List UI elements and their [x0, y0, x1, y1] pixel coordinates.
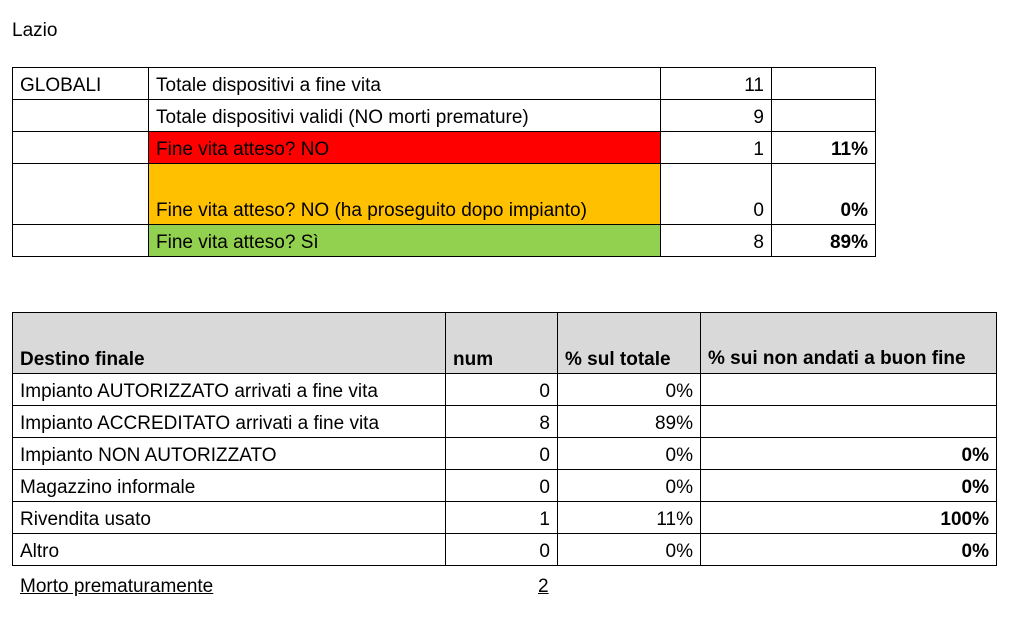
empty-cell [13, 225, 149, 257]
row-pct-totale: 11% [558, 502, 701, 534]
row-pct: 89% [772, 225, 876, 257]
row-num: 9 [661, 100, 772, 132]
table-row [13, 225, 876, 257]
row-pct-totale: 89% [558, 406, 701, 438]
table-row [13, 502, 997, 534]
table-row [13, 406, 997, 438]
row-pct-totale: 0% [558, 374, 701, 406]
row-label: Magazzino informale [13, 470, 446, 502]
header-pct-totale: % sul totale [558, 313, 701, 374]
row-pct-non-buon-fine [701, 406, 997, 438]
row-num: 0 [446, 534, 558, 566]
row-label: Totale dispositivi validi (NO morti premature) [149, 100, 661, 132]
row-label: Impianto ACCREDITATO arrivati a fine vita [13, 406, 446, 438]
row-pct-non-buon-fine: 0% [701, 534, 997, 566]
destino-table [12, 312, 997, 566]
row-label: Totale dispositivi a fine vita [149, 68, 661, 100]
row-num: 0 [446, 470, 558, 502]
row-pct [772, 100, 876, 132]
table-row [13, 68, 876, 100]
row-pct: 11% [772, 132, 876, 164]
row-label: Rivendita usato [13, 502, 446, 534]
table-header-row [13, 313, 997, 374]
footer-value: 2 [538, 576, 549, 597]
row-num: 0 [446, 374, 558, 406]
row-num: 11 [661, 68, 772, 100]
table-row [13, 534, 997, 566]
row-num: 8 [446, 406, 558, 438]
row-pct-non-buon-fine: 0% [701, 470, 997, 502]
table-row [13, 100, 876, 132]
row-pct-totale: 0% [558, 534, 701, 566]
header-num: num [446, 313, 558, 374]
row-pct-totale: 0% [558, 438, 701, 470]
empty-cell [13, 164, 149, 225]
row-pct [772, 68, 876, 100]
row-num: 1 [661, 132, 772, 164]
row-label: Impianto AUTORIZZATO arrivati a fine vita [13, 374, 446, 406]
empty-cell [13, 132, 149, 164]
row-pct-totale: 0% [558, 470, 701, 502]
row-pct: 0% [772, 164, 876, 225]
header-pct-non-buon-fine: % sui non andati a buon fine [701, 313, 997, 374]
row-num: 1 [446, 502, 558, 534]
row-pct-non-buon-fine: 100% [701, 502, 997, 534]
row-label-red: Fine vita atteso? NO [149, 132, 661, 164]
row-num: 8 [661, 225, 772, 257]
region-title: Lazio [12, 20, 58, 41]
row-num: 0 [446, 438, 558, 470]
footer-label: Morto prematuramente [20, 576, 214, 597]
row-label: Altro [13, 534, 446, 566]
empty-cell [13, 100, 149, 132]
row-label-green: Fine vita atteso? Sì [149, 225, 661, 257]
row-pct-non-buon-fine [701, 374, 997, 406]
header-destino: Destino finale [13, 313, 446, 374]
table-row [13, 470, 997, 502]
table-row [13, 374, 997, 406]
row-label: Impianto NON AUTORIZZATO [13, 438, 446, 470]
table-row [13, 438, 997, 470]
row-pct-non-buon-fine: 0% [701, 438, 997, 470]
table-row [13, 132, 876, 164]
globali-label: GLOBALI [13, 68, 149, 100]
globali-table [12, 67, 876, 257]
row-label-orange: Fine vita atteso? NO (ha proseguito dopo impianto) [149, 164, 661, 225]
row-num: 0 [661, 164, 772, 225]
table-row [13, 164, 876, 225]
